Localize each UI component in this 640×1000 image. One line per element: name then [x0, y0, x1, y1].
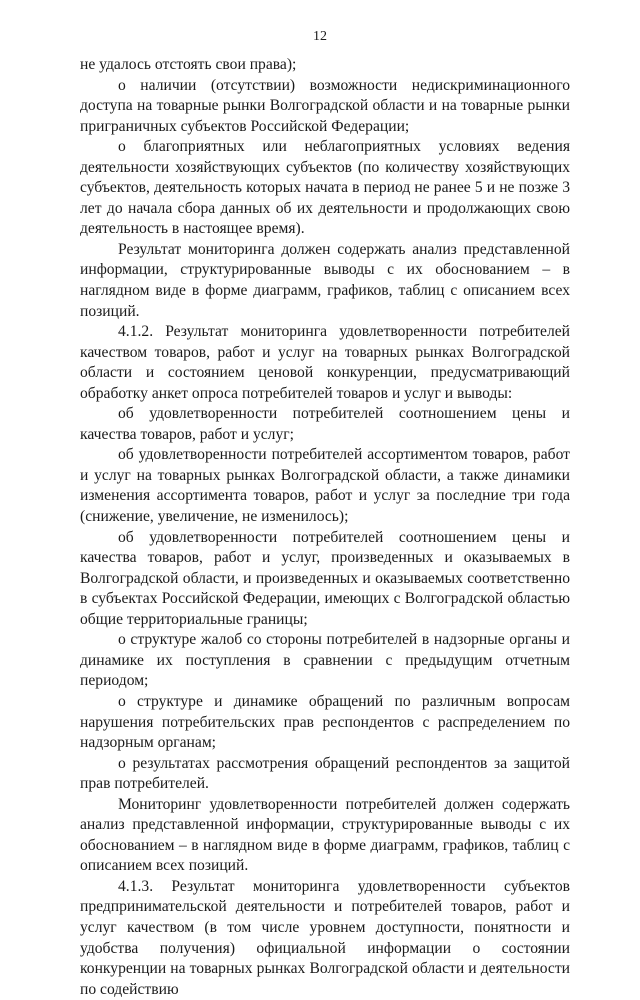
paragraph-5: 4.1.2. Результат мониторинга удовлетворенности потребителей качеством товаров, работ и услуг на товарных рынках Волгоградской области и состоянием ценовой конкуренции, предусматривающий обработку анкет опроса потребителей товаров и услуг и выводы:	[80, 323, 570, 402]
paragraph-10: о структуре и динамике обращений по различным вопросам нарушения потребительских прав респондентов с распределением по надзорным органам;	[80, 692, 570, 752]
paragraph-3: о благоприятных или неблагоприятных условиях ведения деятельности хозяйствующих субъектов (по количеству хозяйствующих субъектов, деятельность которых начата в период не ранее 5 и не позже 3 лет до начала сбора данных об их деятельности и продолжающих свою деятельность в настоящее время).	[80, 138, 570, 238]
paragraph-12: Мониторинг удовлетворенности потребителей должен содержать анализ представленной информации, структурированные выводы с их обоснованием – в наглядном виде в форме диаграмм, графиков, таблиц с описанием всех позиций.	[80, 795, 570, 875]
paragraph-2: о наличии (отсутствии) возможности недискриминационного доступа на товарные рынки Волгоградской области и на товарные рынки приграничных субъектов Российской Федерации;	[80, 76, 570, 135]
paragraph-6: об удовлетворенности потребителей соотношением цены и качества товаров, работ и услуг;	[80, 405, 570, 443]
paragraph-11: о результатах рассмотрения обращений респондентов за защитой прав потребителей.	[80, 754, 570, 793]
paragraph-9: о структуре жалоб со стороны потребителей в надзорные органы и динамике их поступления в сравнении с предыдущим отчетным периодом;	[80, 631, 570, 690]
paragraph-1: не удалось отстоять свои права);	[80, 56, 297, 73]
paragraph-7: об удовлетворенности потребителей ассортиментом товаров, работ и услуг на товарных рынках Волгоградской области, а также динамики изменения ассортимента товаров, работ и услуг за последние три года (снижение, увеличение, не изменилось);	[80, 446, 570, 526]
body-text	[80, 55, 570, 1000]
paragraph-4: Результат мониторинга должен содержать анализ представленной информации, структурированные выводы с их обоснованием – в наглядном виде в форме диаграмм, графиков, таблиц с описанием всех позиций.	[80, 240, 570, 320]
paragraph-13: 4.1.3. Результат мониторинга удовлетворенности субъектов предпринимательской деятельности и потребителей товаров, работ и услуг качеством (в том числе уровнем доступности, понятности и удобства получения) официальной информации о состоянии конкуренции на товарных рынках Волгоградской области и деятельности по содействию	[80, 877, 570, 998]
page-number: 12	[313, 29, 327, 44]
paragraph-8: об удовлетворенности потребителей соотношением цены и качества товаров, работ и услуг, произведенных и оказываемых в Волгоградской области, и произведенных и оказываемых соответственно в субъектах Российской Федерации, имеющих с Волгоградской областью общие территориальные границы;	[80, 528, 570, 628]
